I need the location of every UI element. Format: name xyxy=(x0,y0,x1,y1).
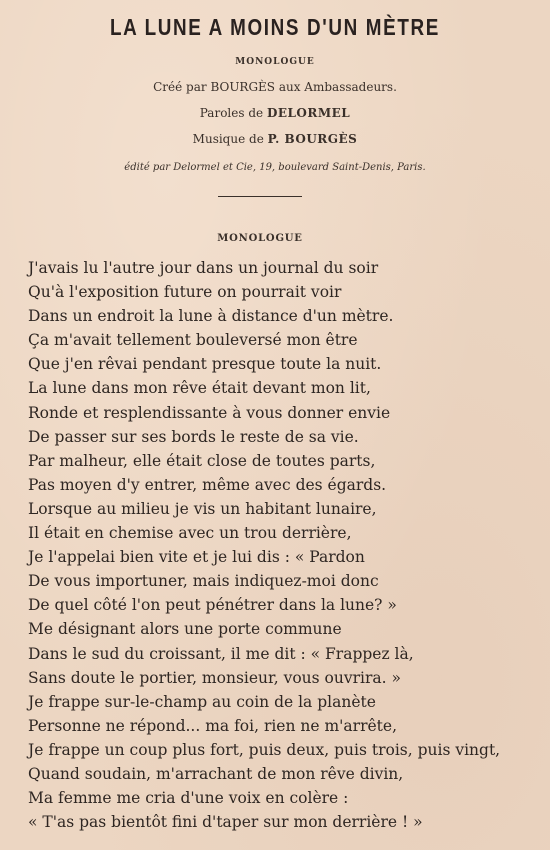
lyricist-name: DELORMEL xyxy=(266,106,351,120)
poem-line: De passer sur ses bords le reste de sa vie. xyxy=(28,427,359,446)
poem-line: « T'as pas bientôt fini d'taper sur mon derrière ! » xyxy=(28,813,423,832)
poem-body xyxy=(28,256,538,834)
poem-line: Ma femme me cria d'une voix en colère : xyxy=(28,789,349,808)
poem-line: Dans un endroit la lune à distance d'un mètre. xyxy=(28,307,394,326)
poem-line: Par malheur, elle était close de toutes parts, xyxy=(28,451,376,470)
poem-line: Sans doute le portier, monsieur, vous ouvrira. » xyxy=(28,668,401,687)
poem-line: Personne ne répond... ma foi, rien ne m'arrête, xyxy=(28,716,397,735)
created-suffix: aux Ambassadeurs. xyxy=(275,80,397,94)
poem-line: De vous importuner, mais indiquez-moi donc xyxy=(28,572,379,591)
poem-line: Je l'appelai bien vite et je lui dis : « Pardon xyxy=(28,548,365,567)
lyrics-prefix: Paroles de xyxy=(199,106,267,120)
music-credit-line xyxy=(0,132,550,146)
created-by-line xyxy=(0,80,550,94)
poem-line: Je frappe sur-le-champ au coin de la planète xyxy=(28,692,376,711)
publisher-line: édité par Delormel et Cie, 19, boulevard Saint-Denis, Paris. xyxy=(124,162,426,173)
poem-line: La lune dans mon rêve était devant mon lit, xyxy=(28,379,371,398)
poem-line: Dans le sud du croissant, il me dit : « Frappez là, xyxy=(28,644,414,663)
created-by-name: BOURGÈS xyxy=(210,80,276,94)
created-prefix: Créé par xyxy=(153,80,211,94)
section-heading: MONOLOGUE xyxy=(217,233,303,244)
poem-line: Me désignant alors une porte commune xyxy=(28,620,342,639)
poem-line: Que j'en rêvai pendant presque toute la nuit. xyxy=(28,355,382,374)
poem-line: Ça m'avait tellement bouleversé mon être xyxy=(28,331,358,350)
poem-line: De quel côté l'on peut pénétrer dans la lune? » xyxy=(28,596,397,615)
poem-line: Ronde et resplendissante à vous donner envie xyxy=(28,403,391,422)
poem-line: Je frappe un coup plus fort, puis deux, puis trois, puis vingt, xyxy=(28,740,501,759)
divider xyxy=(218,196,302,197)
poem-line: J'avais lu l'autre jour dans un journal du soir xyxy=(28,259,379,277)
poem-line: Il était en chemise avec un trou derrière, xyxy=(28,524,352,543)
page-title: LA LUNE A MOINS D'UN MÈTRE xyxy=(109,14,441,40)
composer-name: P. BOURGÈS xyxy=(267,132,358,146)
poem-line: Qu'à l'exposition future on pourrait voir xyxy=(28,283,342,302)
music-prefix: Musique de xyxy=(192,132,268,146)
genre-label: MONOLOGUE xyxy=(235,57,315,67)
lyrics-credit-line xyxy=(0,106,550,120)
poem-line: Lorsque au milieu je vis un habitant lunaire, xyxy=(28,499,377,518)
poem-line: Quand soudain, m'arrachant de mon rêve divin, xyxy=(28,764,404,783)
poem-line: Pas moyen d'y entrer, même avec des égards. xyxy=(28,475,387,494)
